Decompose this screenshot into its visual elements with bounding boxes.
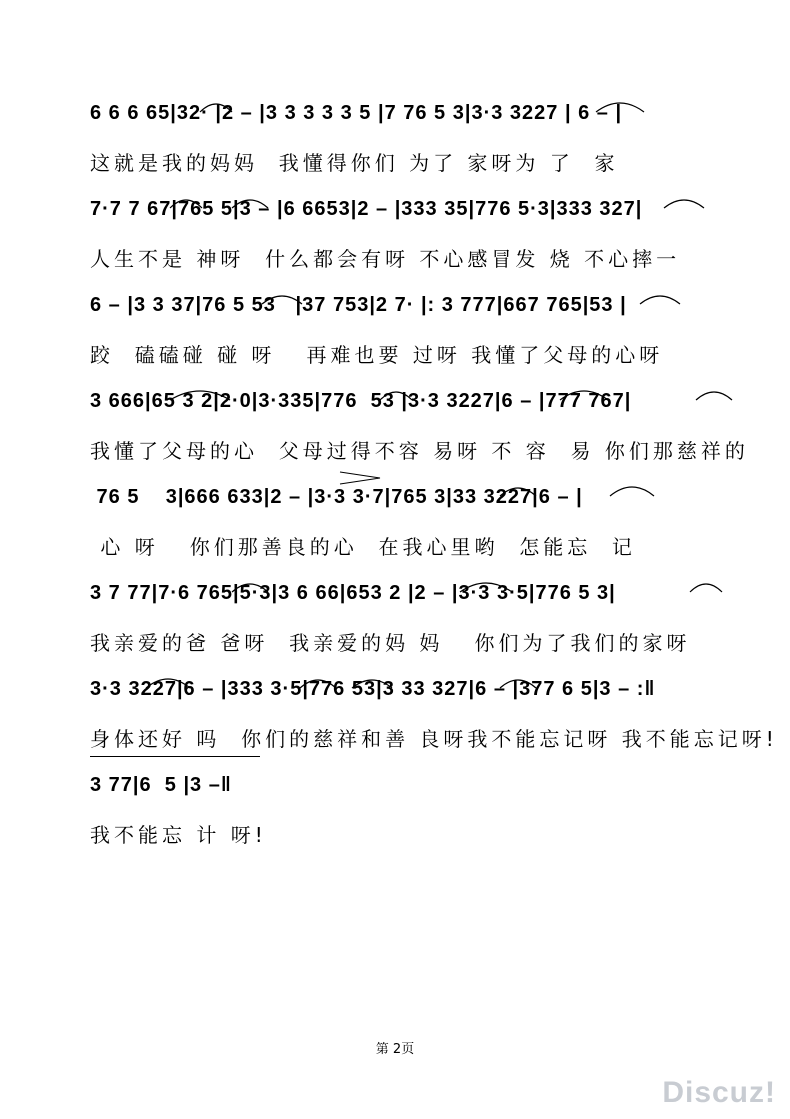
page-number: 第 2页 xyxy=(375,1042,415,1057)
jianpu-notes: 6 – |3 3 37|76 5 53 |37 753|2 7· |: 3 777|667 765|53 | xyxy=(90,294,627,316)
lyrics-line: 我亲爱的爸 爸呀 我亲爱的妈 妈 你们为了我们的家呀 xyxy=(90,631,691,655)
note-row xyxy=(0,96,790,136)
jianpu-notes: 3 7 77|7·6 765|5·3|3 6 66|653 2 |2 – |3·3 3·5|776 5 3| xyxy=(90,582,616,604)
lyrics-line: 跤 磕磕碰 碰 呀 再难也要 过呀 我懂了父母的心呀 xyxy=(90,343,664,367)
note-row xyxy=(0,672,790,712)
lyrics-line: 人生不是 神呀 什么都会有呀 不心感冒发 烧 不心摔一 xyxy=(90,247,681,271)
jianpu-notes: 76 5 3|666 633|2 – |3·3 3·7|765 3|33 3227|6 – | xyxy=(90,486,583,508)
jianpu-notes: 7·7 7 67|765 5|3 – |6 6653|2 – |333 35|776 5·3|333 327| xyxy=(90,198,643,220)
lyrics-line: 这就是我的妈妈 我懂得你们 为了 家呀为 了 家 xyxy=(90,151,619,175)
lyrics-line: 身体还好 吗 你们的慈祥和善 良呀我不能忘记呀 我不能忘记呀! xyxy=(90,727,778,751)
score-system-1 xyxy=(0,96,790,192)
jianpu-notes: 6 6 6 65|32· |2 – |3 3 3 3 3 5 |7 76 5 3|3·3 3227 | 6 – | xyxy=(90,102,623,124)
score-system-6 xyxy=(0,576,790,672)
lyrics-line: 我懂了父母的心 父母过得不容 易呀 不 容 易 你们那慈祥的 xyxy=(90,439,749,463)
score-system-5 xyxy=(0,480,790,576)
note-row xyxy=(0,192,790,232)
score-system-3 xyxy=(0,288,790,384)
volta-line xyxy=(90,756,260,757)
note-row xyxy=(0,480,790,520)
score-system-2 xyxy=(0,192,790,288)
note-row xyxy=(0,768,790,808)
score-system-4 xyxy=(0,384,790,480)
jianpu-notes: 3 77|6 5 |3 –‖ xyxy=(90,774,232,796)
watermark-logo: Discuz! xyxy=(662,1076,776,1109)
note-row xyxy=(0,576,790,616)
note-row xyxy=(0,288,790,328)
jianpu-notes: 3 666|65 3 2|2·0|3·335|776 53 |3·3 3227|6 – |777 767| xyxy=(90,390,632,412)
score-system-8 xyxy=(0,768,790,864)
lyrics-line: 心 呀 你们那善良的心 在我心里哟 怎能忘 记 xyxy=(90,535,636,559)
lyrics-line: 我不能忘 计 呀! xyxy=(90,823,267,847)
note-row xyxy=(0,384,790,424)
score-system-7 xyxy=(0,672,790,768)
jianpu-notes: 3·3 3227|6 – |333 3·5|776 53|3 33 327|6 – |377 6 5|3 – :‖ xyxy=(90,678,656,700)
